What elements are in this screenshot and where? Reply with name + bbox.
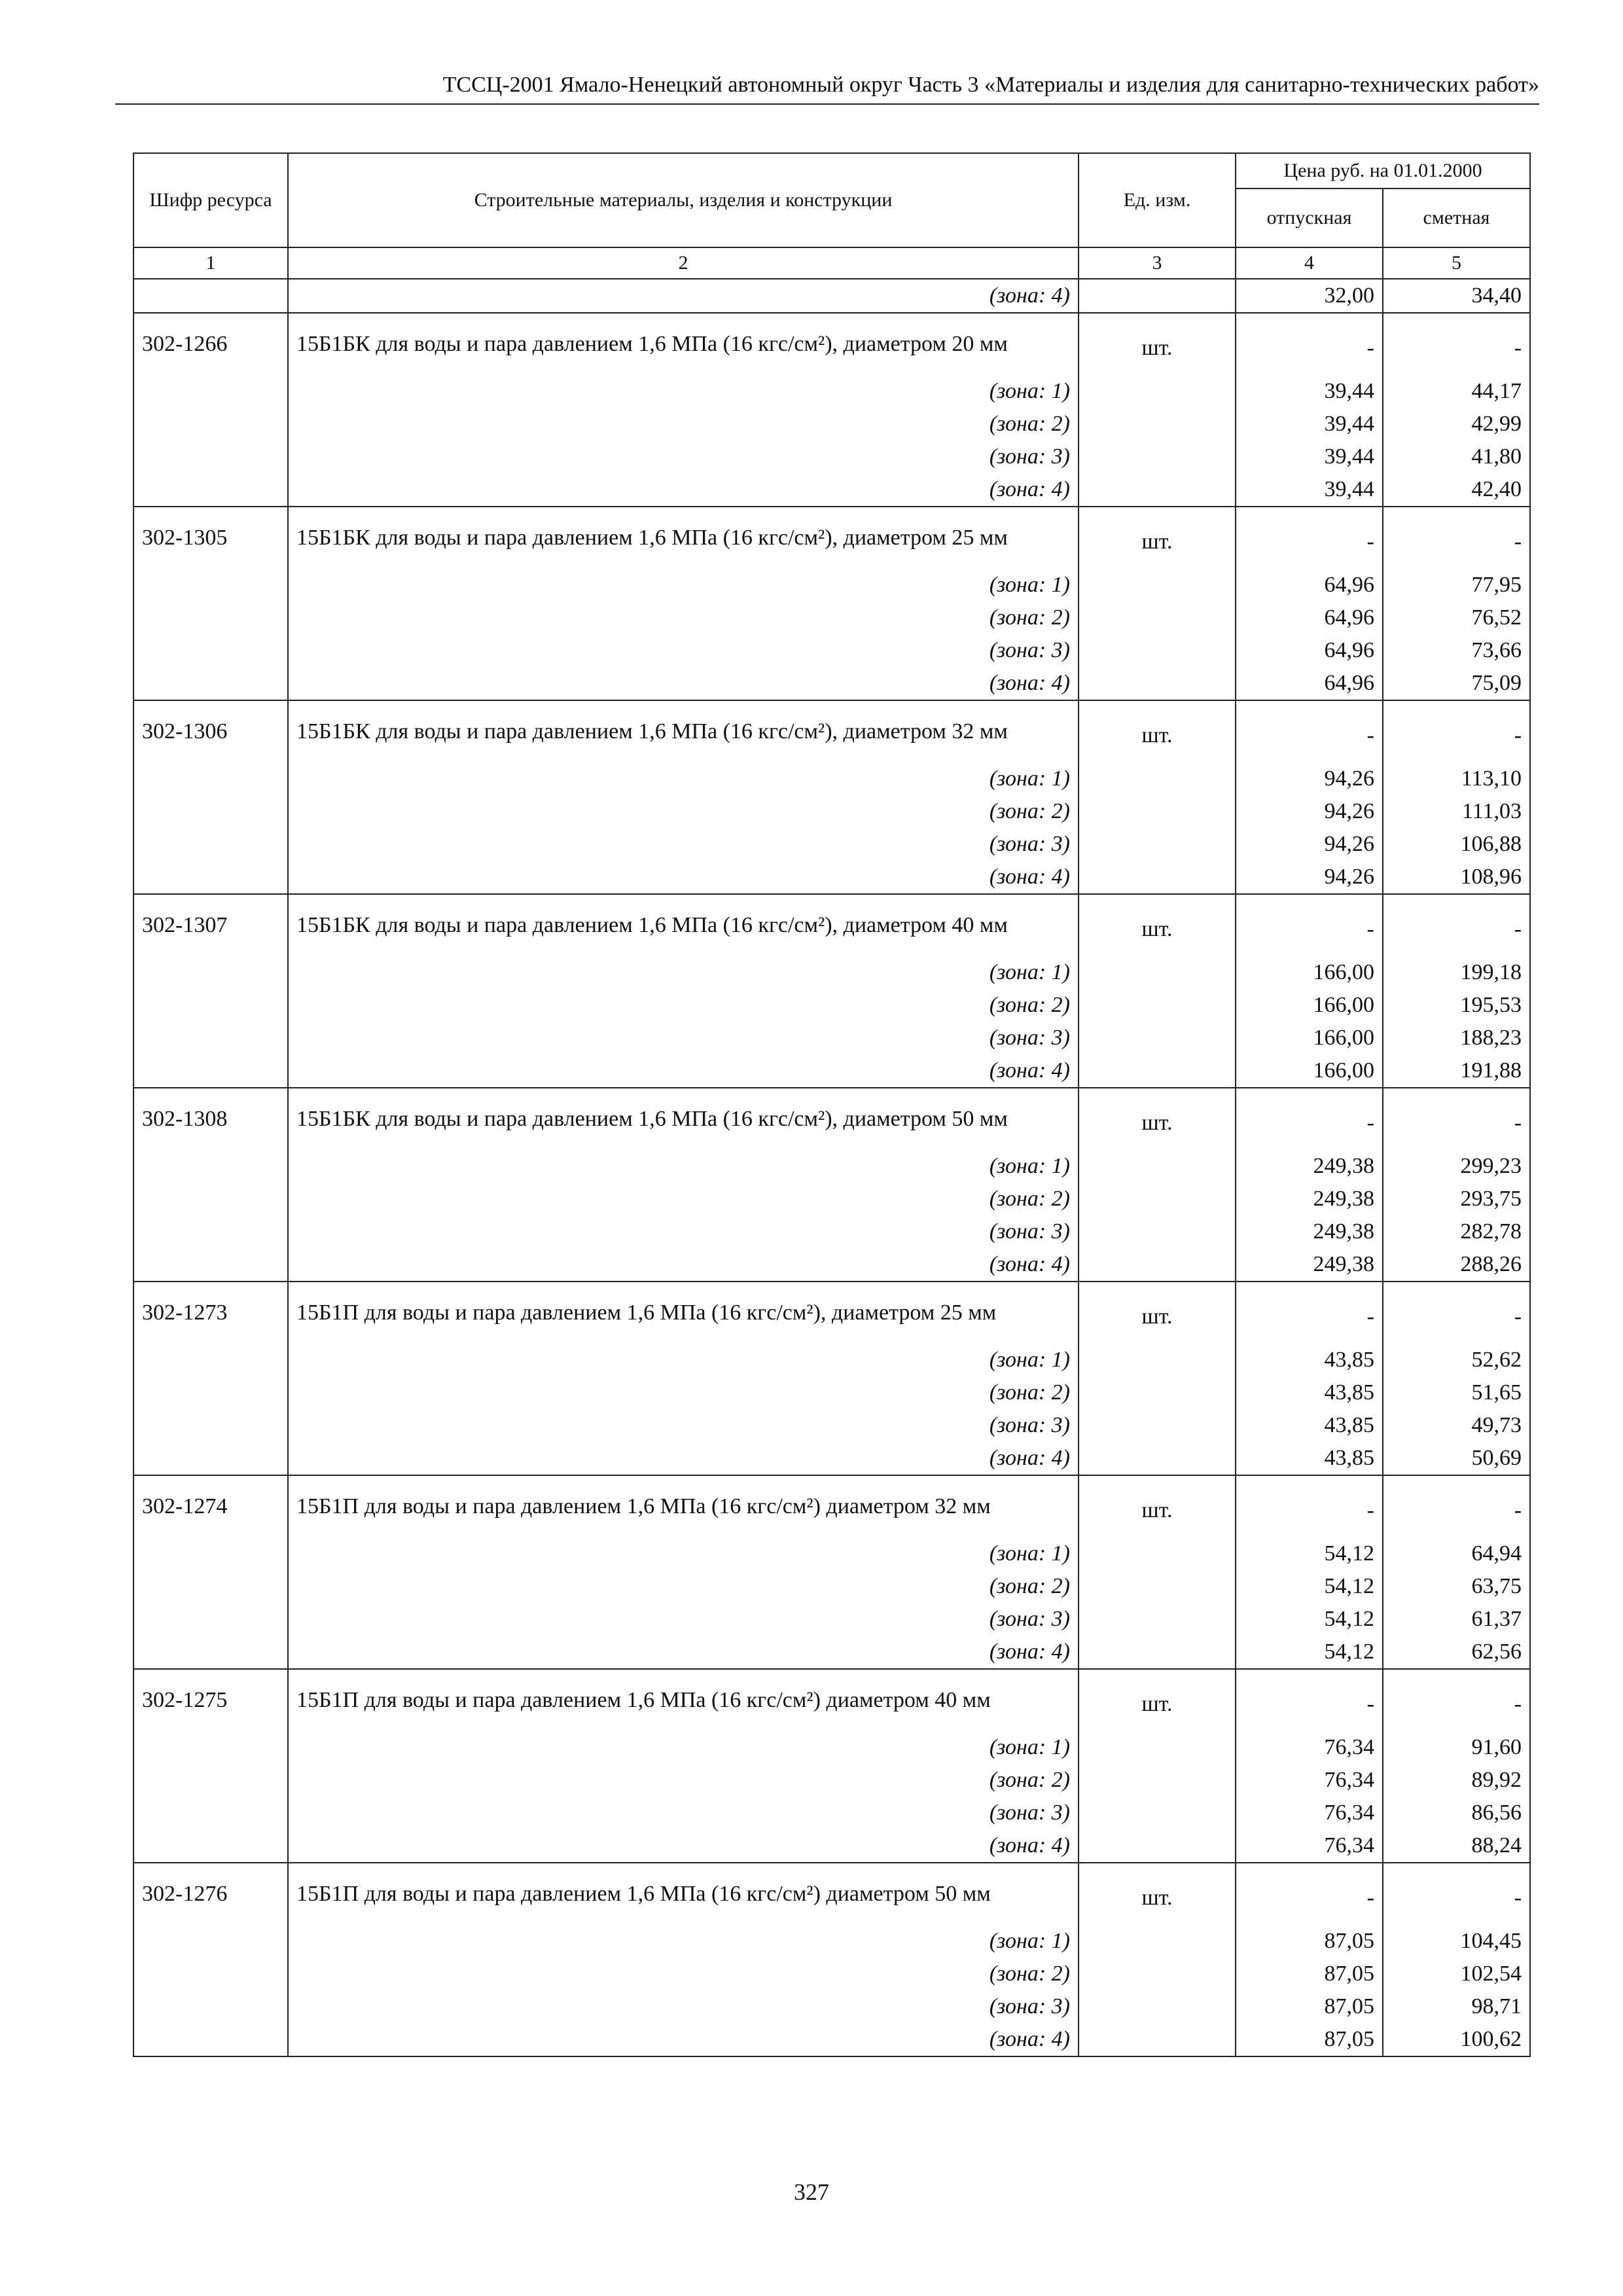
estimate-price: - [1383, 507, 1530, 569]
zone-label: (зона: 3) [288, 1409, 1079, 1442]
release-price: 249,38 [1236, 1150, 1383, 1183]
unit-cell [1079, 634, 1236, 667]
code-cell [134, 1537, 288, 1570]
estimate-price: - [1383, 1282, 1530, 1344]
estimate-price: 89,92 [1383, 1764, 1530, 1797]
code-cell [134, 989, 288, 1022]
unit-cell: шт. [1079, 1475, 1236, 1537]
estimate-price: 282,78 [1383, 1215, 1530, 1248]
zone-label: (зона: 2) [288, 1764, 1079, 1797]
zone-row [134, 1376, 1530, 1409]
unit-cell [1079, 828, 1236, 861]
estimate-price: - [1383, 1669, 1530, 1731]
unit-cell [1079, 1376, 1236, 1409]
estimate-price: 106,88 [1383, 828, 1530, 861]
code-cell [134, 375, 288, 408]
zone-label: (зона: 2) [288, 601, 1079, 634]
zone-row [134, 1603, 1530, 1636]
material-description: 15Б1П для воды и пара давлением 1,6 МПа (16 кгс/см²) диаметром 32 мм [288, 1475, 1079, 1537]
estimate-price: 77,95 [1383, 569, 1530, 601]
zone-row [134, 634, 1530, 667]
zone-row [134, 375, 1530, 408]
estimate-price: 49,73 [1383, 1409, 1530, 1442]
resource-code: 302-1274 [134, 1475, 288, 1537]
table-row [134, 1863, 1530, 1925]
unit-cell: шт. [1079, 1863, 1236, 1925]
release-price: 39,44 [1236, 440, 1383, 473]
release-price: 64,96 [1236, 634, 1383, 667]
estimate-price: 86,56 [1383, 1797, 1530, 1829]
unit-cell [1079, 1248, 1236, 1282]
zone-label: (зона: 2) [288, 989, 1079, 1022]
code-cell [134, 1603, 288, 1636]
unit-cell [1079, 1183, 1236, 1215]
zone-label: (зона: 4) [288, 1442, 1079, 1475]
table-row [134, 1669, 1530, 1731]
unit-cell [1079, 956, 1236, 989]
unit-cell [1079, 795, 1236, 828]
table-row [134, 313, 1530, 375]
estimate-price: 108,96 [1383, 861, 1530, 894]
table-row [134, 1088, 1530, 1150]
zone-label: (зона: 1) [288, 762, 1079, 795]
release-price: 64,96 [1236, 667, 1383, 700]
code-cell [134, 601, 288, 634]
code-cell [134, 1344, 288, 1376]
code-cell [134, 440, 288, 473]
table-row [134, 700, 1530, 762]
zone-row [134, 2023, 1530, 2056]
zone-label: (зона: 2) [288, 1958, 1079, 1990]
unit-cell [1079, 279, 1236, 313]
code-cell [134, 1054, 288, 1088]
estimate-price: - [1383, 894, 1530, 956]
zone-label: (зона: 3) [288, 1022, 1079, 1054]
zone-row [134, 1150, 1530, 1183]
resource-code: 302-1305 [134, 507, 288, 569]
code-cell [134, 667, 288, 700]
zone-label: (зона: 2) [288, 1570, 1079, 1603]
unit-cell: шт. [1079, 1669, 1236, 1731]
release-price: 166,00 [1236, 1022, 1383, 1054]
table-row [134, 1475, 1530, 1537]
estimate-price: 104,45 [1383, 1925, 1530, 1958]
code-cell [134, 1409, 288, 1442]
code-cell [134, 762, 288, 795]
unit-cell [1079, 1442, 1236, 1475]
code-cell [134, 1248, 288, 1282]
zone-label: (зона: 4) [288, 1829, 1079, 1863]
zone-row [134, 1537, 1530, 1570]
zone-row [134, 1829, 1530, 1863]
zone-row [134, 473, 1530, 507]
material-description: 15Б1БК для воды и пара давлением 1,6 МПа (16 кгс/см²), диаметром 32 мм [288, 700, 1079, 762]
zone-row [134, 1409, 1530, 1442]
release-price: - [1236, 700, 1383, 762]
code-cell [134, 1183, 288, 1215]
zone-label: (зона: 2) [288, 1183, 1079, 1215]
unit-cell [1079, 2023, 1236, 2056]
zone-label: (зона: 3) [288, 1603, 1079, 1636]
zone-row [134, 795, 1530, 828]
zone-label: (зона: 1) [288, 1925, 1079, 1958]
estimate-price: - [1383, 313, 1530, 375]
estimate-price: 76,52 [1383, 601, 1530, 634]
code-cell [134, 1442, 288, 1475]
resource-code: 302-1276 [134, 1863, 288, 1925]
unit-cell [1079, 1150, 1236, 1183]
release-price: - [1236, 1282, 1383, 1344]
estimate-price: 42,99 [1383, 408, 1530, 440]
zone-label: (зона: 1) [288, 1731, 1079, 1764]
zone-row [134, 1990, 1530, 2023]
zone-row [134, 1022, 1530, 1054]
release-price: - [1236, 1475, 1383, 1537]
estimate-price: 100,62 [1383, 2023, 1530, 2056]
release-price: 43,85 [1236, 1344, 1383, 1376]
release-price: 43,85 [1236, 1409, 1383, 1442]
zone-row [134, 956, 1530, 989]
zone-row [134, 569, 1530, 601]
release-price: - [1236, 507, 1383, 569]
code-cell [134, 1636, 288, 1669]
zone-row [134, 408, 1530, 440]
unit-cell [1079, 408, 1236, 440]
zone-label: (зона: 1) [288, 569, 1079, 601]
zone-row [134, 1054, 1530, 1088]
estimate-price: - [1383, 1863, 1530, 1925]
zone-row [134, 828, 1530, 861]
estimate-price: 91,60 [1383, 1731, 1530, 1764]
zone-row [134, 1570, 1530, 1603]
zone-row [134, 762, 1530, 795]
release-price: 43,85 [1236, 1442, 1383, 1475]
zone-row [134, 989, 1530, 1022]
release-price: - [1236, 1088, 1383, 1150]
zone-label: (зона: 4) [288, 667, 1079, 700]
zone-label: (зона: 4) [288, 1636, 1079, 1669]
estimate-price: 98,71 [1383, 1990, 1530, 2023]
zone-label: (зона: 4) [288, 1054, 1079, 1088]
col-number: 2 [288, 247, 1079, 279]
col-head-release: отпускная [1236, 188, 1383, 247]
col-number: 3 [1079, 247, 1236, 279]
release-price: 54,12 [1236, 1537, 1383, 1570]
code-cell [134, 2023, 288, 2056]
estimate-price: 34,40 [1383, 279, 1530, 313]
zone-row [134, 1636, 1530, 1669]
estimate-price: 188,23 [1383, 1022, 1530, 1054]
estimate-price: 293,75 [1383, 1183, 1530, 1215]
zone-row [134, 1731, 1530, 1764]
estimate-price: 44,17 [1383, 375, 1530, 408]
zone-row [134, 667, 1530, 700]
estimate-price: 191,88 [1383, 1054, 1530, 1088]
unit-cell [1079, 1409, 1236, 1442]
code-cell [134, 1022, 288, 1054]
estimate-price: - [1383, 700, 1530, 762]
unit-cell [1079, 861, 1236, 894]
estimate-price: 63,75 [1383, 1570, 1530, 1603]
release-price: - [1236, 894, 1383, 956]
estimate-price: 111,03 [1383, 795, 1530, 828]
estimate-price: 61,37 [1383, 1603, 1530, 1636]
zone-label: (зона: 4) [288, 2023, 1079, 2056]
release-price: 94,26 [1236, 762, 1383, 795]
release-price: 76,34 [1236, 1829, 1383, 1863]
zone-label: (зона: 4) [288, 861, 1079, 894]
table-row [134, 1282, 1530, 1344]
col-number: 4 [1236, 247, 1383, 279]
estimate-price: 195,53 [1383, 989, 1530, 1022]
unit-cell [1079, 601, 1236, 634]
running-header: ТССЦ-2001 Ямало-Ненецкий автономный округ Часть 3 «Материалы и изделия для санитарно-технических работ» [115, 71, 1539, 105]
unit-cell: шт. [1079, 313, 1236, 375]
page-number: 327 [794, 2179, 829, 2205]
release-price: 166,00 [1236, 956, 1383, 989]
resource-code: 302-1275 [134, 1669, 288, 1731]
zone-row [134, 1344, 1530, 1376]
unit-cell [1079, 1731, 1236, 1764]
unit-cell [1079, 440, 1236, 473]
resource-code: 302-1273 [134, 1282, 288, 1344]
unit-cell [1079, 1829, 1236, 1863]
release-price: 39,44 [1236, 473, 1383, 507]
unit-cell [1079, 569, 1236, 601]
release-price: - [1236, 1669, 1383, 1731]
release-price: 43,85 [1236, 1376, 1383, 1409]
zone-label: (зона: 1) [288, 1344, 1079, 1376]
estimate-price: - [1383, 1088, 1530, 1150]
zone-label: (зона: 1) [288, 956, 1079, 989]
unit-cell [1079, 1797, 1236, 1829]
estimate-price: 73,66 [1383, 634, 1530, 667]
resource-code: 302-1307 [134, 894, 288, 956]
material-description: 15Б1БК для воды и пара давлением 1,6 МПа (16 кгс/см²), диаметром 40 мм [288, 894, 1079, 956]
unit-cell [1079, 375, 1236, 408]
unit-cell [1079, 1344, 1236, 1376]
zone-row [134, 1442, 1530, 1475]
price-table [133, 152, 1531, 2057]
material-description: 15Б1БК для воды и пара давлением 1,6 МПа (16 кгс/см²), диаметром 50 мм [288, 1088, 1079, 1150]
zone-row [134, 861, 1530, 894]
unit-cell [1079, 1764, 1236, 1797]
unit-cell [1079, 1215, 1236, 1248]
release-price: 87,05 [1236, 2023, 1383, 2056]
code-cell [134, 1797, 288, 1829]
release-price: 76,34 [1236, 1797, 1383, 1829]
estimate-price: 64,94 [1383, 1537, 1530, 1570]
unit-cell [1079, 1022, 1236, 1054]
unit-cell [1079, 989, 1236, 1022]
release-price: 87,05 [1236, 1925, 1383, 1958]
release-price: 64,96 [1236, 569, 1383, 601]
estimate-price: 42,40 [1383, 473, 1530, 507]
unit-cell [1079, 1958, 1236, 1990]
release-price: - [1236, 1863, 1383, 1925]
unit-cell [1079, 1925, 1236, 1958]
unit-cell [1079, 473, 1236, 507]
unit-cell: шт. [1079, 507, 1236, 569]
release-price: 166,00 [1236, 989, 1383, 1022]
col-number: 5 [1383, 247, 1530, 279]
code-cell [134, 956, 288, 989]
zone-label: (зона: 1) [288, 375, 1079, 408]
zone-row [134, 601, 1530, 634]
zone-label: (зона: 3) [288, 1215, 1079, 1248]
release-price: 64,96 [1236, 601, 1383, 634]
zone-row [134, 1215, 1530, 1248]
estimate-price: - [1383, 1475, 1530, 1537]
col-head-price-group: Цена руб. на 01.01.2000 [1236, 153, 1530, 188]
release-price: 39,44 [1236, 408, 1383, 440]
code-cell [134, 1829, 288, 1863]
code-cell [134, 473, 288, 507]
col-head-materials: Строительные материалы, изделия и конструкции [288, 153, 1079, 247]
estimate-price: 51,65 [1383, 1376, 1530, 1409]
estimate-price: 113,10 [1383, 762, 1530, 795]
zone-label: (зона: 2) [288, 795, 1079, 828]
unit-cell [1079, 762, 1236, 795]
unit-cell [1079, 1054, 1236, 1088]
zone-row [134, 1925, 1530, 1958]
code-cell [134, 795, 288, 828]
resource-code: 302-1308 [134, 1088, 288, 1150]
code-cell [134, 1731, 288, 1764]
col-number: 1 [134, 247, 288, 279]
zone-label: (зона: 1) [288, 1537, 1079, 1570]
zone-row [134, 1958, 1530, 1990]
zone-label: (зона: 3) [288, 1990, 1079, 2023]
table-row [134, 894, 1530, 956]
resource-code: 302-1306 [134, 700, 288, 762]
zone-label: (зона: 2) [288, 1376, 1079, 1409]
code-cell [134, 861, 288, 894]
unit-cell [1079, 1990, 1236, 2023]
unit-cell: шт. [1079, 700, 1236, 762]
unit-cell [1079, 1636, 1236, 1669]
zone-label: (зона: 3) [288, 440, 1079, 473]
release-price: 54,12 [1236, 1570, 1383, 1603]
zone-label: (зона: 4) [288, 279, 1079, 313]
code-cell [134, 1925, 288, 1958]
zone-label: (зона: 1) [288, 1150, 1079, 1183]
estimate-price: 88,24 [1383, 1829, 1530, 1863]
material-description: 15Б1П для воды и пара давлением 1,6 МПа (16 кгс/см²) диаметром 40 мм [288, 1669, 1079, 1731]
unit-cell [1079, 1603, 1236, 1636]
estimate-price: 75,09 [1383, 667, 1530, 700]
zone-row [134, 1248, 1530, 1282]
release-price: 54,12 [1236, 1636, 1383, 1669]
zone-row [134, 1797, 1530, 1829]
estimate-price: 102,54 [1383, 1958, 1530, 1990]
code-cell [134, 1570, 288, 1603]
code-cell [134, 828, 288, 861]
code-cell [134, 1958, 288, 1990]
code-cell [134, 1150, 288, 1183]
code-cell [134, 279, 288, 313]
zone-label: (зона: 3) [288, 634, 1079, 667]
estimate-price: 299,23 [1383, 1150, 1530, 1183]
zone-row [134, 440, 1530, 473]
zone-label: (зона: 3) [288, 1797, 1079, 1829]
col-head-unit: Ед. изм. [1079, 153, 1236, 247]
code-cell [134, 1376, 288, 1409]
release-price: 94,26 [1236, 861, 1383, 894]
material-description: 15Б1БК для воды и пара давлением 1,6 МПа (16 кгс/см²), диаметром 25 мм [288, 507, 1079, 569]
col-head-estimate: сметная [1383, 188, 1530, 247]
release-price: 87,05 [1236, 1958, 1383, 1990]
resource-code: 302-1266 [134, 313, 288, 375]
material-description: 15Б1БК для воды и пара давлением 1,6 МПа (16 кгс/см²), диаметром 20 мм [288, 313, 1079, 375]
release-price: 94,26 [1236, 795, 1383, 828]
code-cell [134, 569, 288, 601]
release-price: 94,26 [1236, 828, 1383, 861]
release-price: 249,38 [1236, 1248, 1383, 1282]
zone-label: (зона: 2) [288, 408, 1079, 440]
release-price: 249,38 [1236, 1183, 1383, 1215]
estimate-price: 199,18 [1383, 956, 1530, 989]
estimate-price: 41,80 [1383, 440, 1530, 473]
code-cell [134, 1215, 288, 1248]
release-price: 32,00 [1236, 279, 1383, 313]
release-price: 87,05 [1236, 1990, 1383, 2023]
code-cell [134, 1990, 288, 2023]
release-price: - [1236, 313, 1383, 375]
release-price: 76,34 [1236, 1764, 1383, 1797]
zone-label: (зона: 4) [288, 473, 1079, 507]
zone-row [134, 1183, 1530, 1215]
material-description: 15Б1П для воды и пара давлением 1,6 МПа (16 кгс/см²) диаметром 50 мм [288, 1863, 1079, 1925]
unit-cell: шт. [1079, 1282, 1236, 1344]
col-head-code: Шифр ресурса [134, 153, 288, 247]
release-price: 166,00 [1236, 1054, 1383, 1088]
zone-label: (зона: 3) [288, 828, 1079, 861]
zone-row [134, 1764, 1530, 1797]
unit-cell [1079, 1570, 1236, 1603]
code-cell [134, 1764, 288, 1797]
code-cell [134, 634, 288, 667]
release-price: 249,38 [1236, 1215, 1383, 1248]
table-row [134, 507, 1530, 569]
release-price: 39,44 [1236, 375, 1383, 408]
code-cell [134, 408, 288, 440]
estimate-price: 52,62 [1383, 1344, 1530, 1376]
estimate-price: 62,56 [1383, 1636, 1530, 1669]
estimate-price: 50,69 [1383, 1442, 1530, 1475]
release-price: 76,34 [1236, 1731, 1383, 1764]
release-price: 54,12 [1236, 1603, 1383, 1636]
estimate-price: 288,26 [1383, 1248, 1530, 1282]
carry-over-row [134, 279, 1530, 313]
unit-cell: шт. [1079, 894, 1236, 956]
unit-cell [1079, 667, 1236, 700]
material-description: 15Б1П для воды и пара давлением 1,6 МПа (16 кгс/см²), диаметром 25 мм [288, 1282, 1079, 1344]
unit-cell [1079, 1537, 1236, 1570]
unit-cell: шт. [1079, 1088, 1236, 1150]
zone-label: (зона: 4) [288, 1248, 1079, 1282]
